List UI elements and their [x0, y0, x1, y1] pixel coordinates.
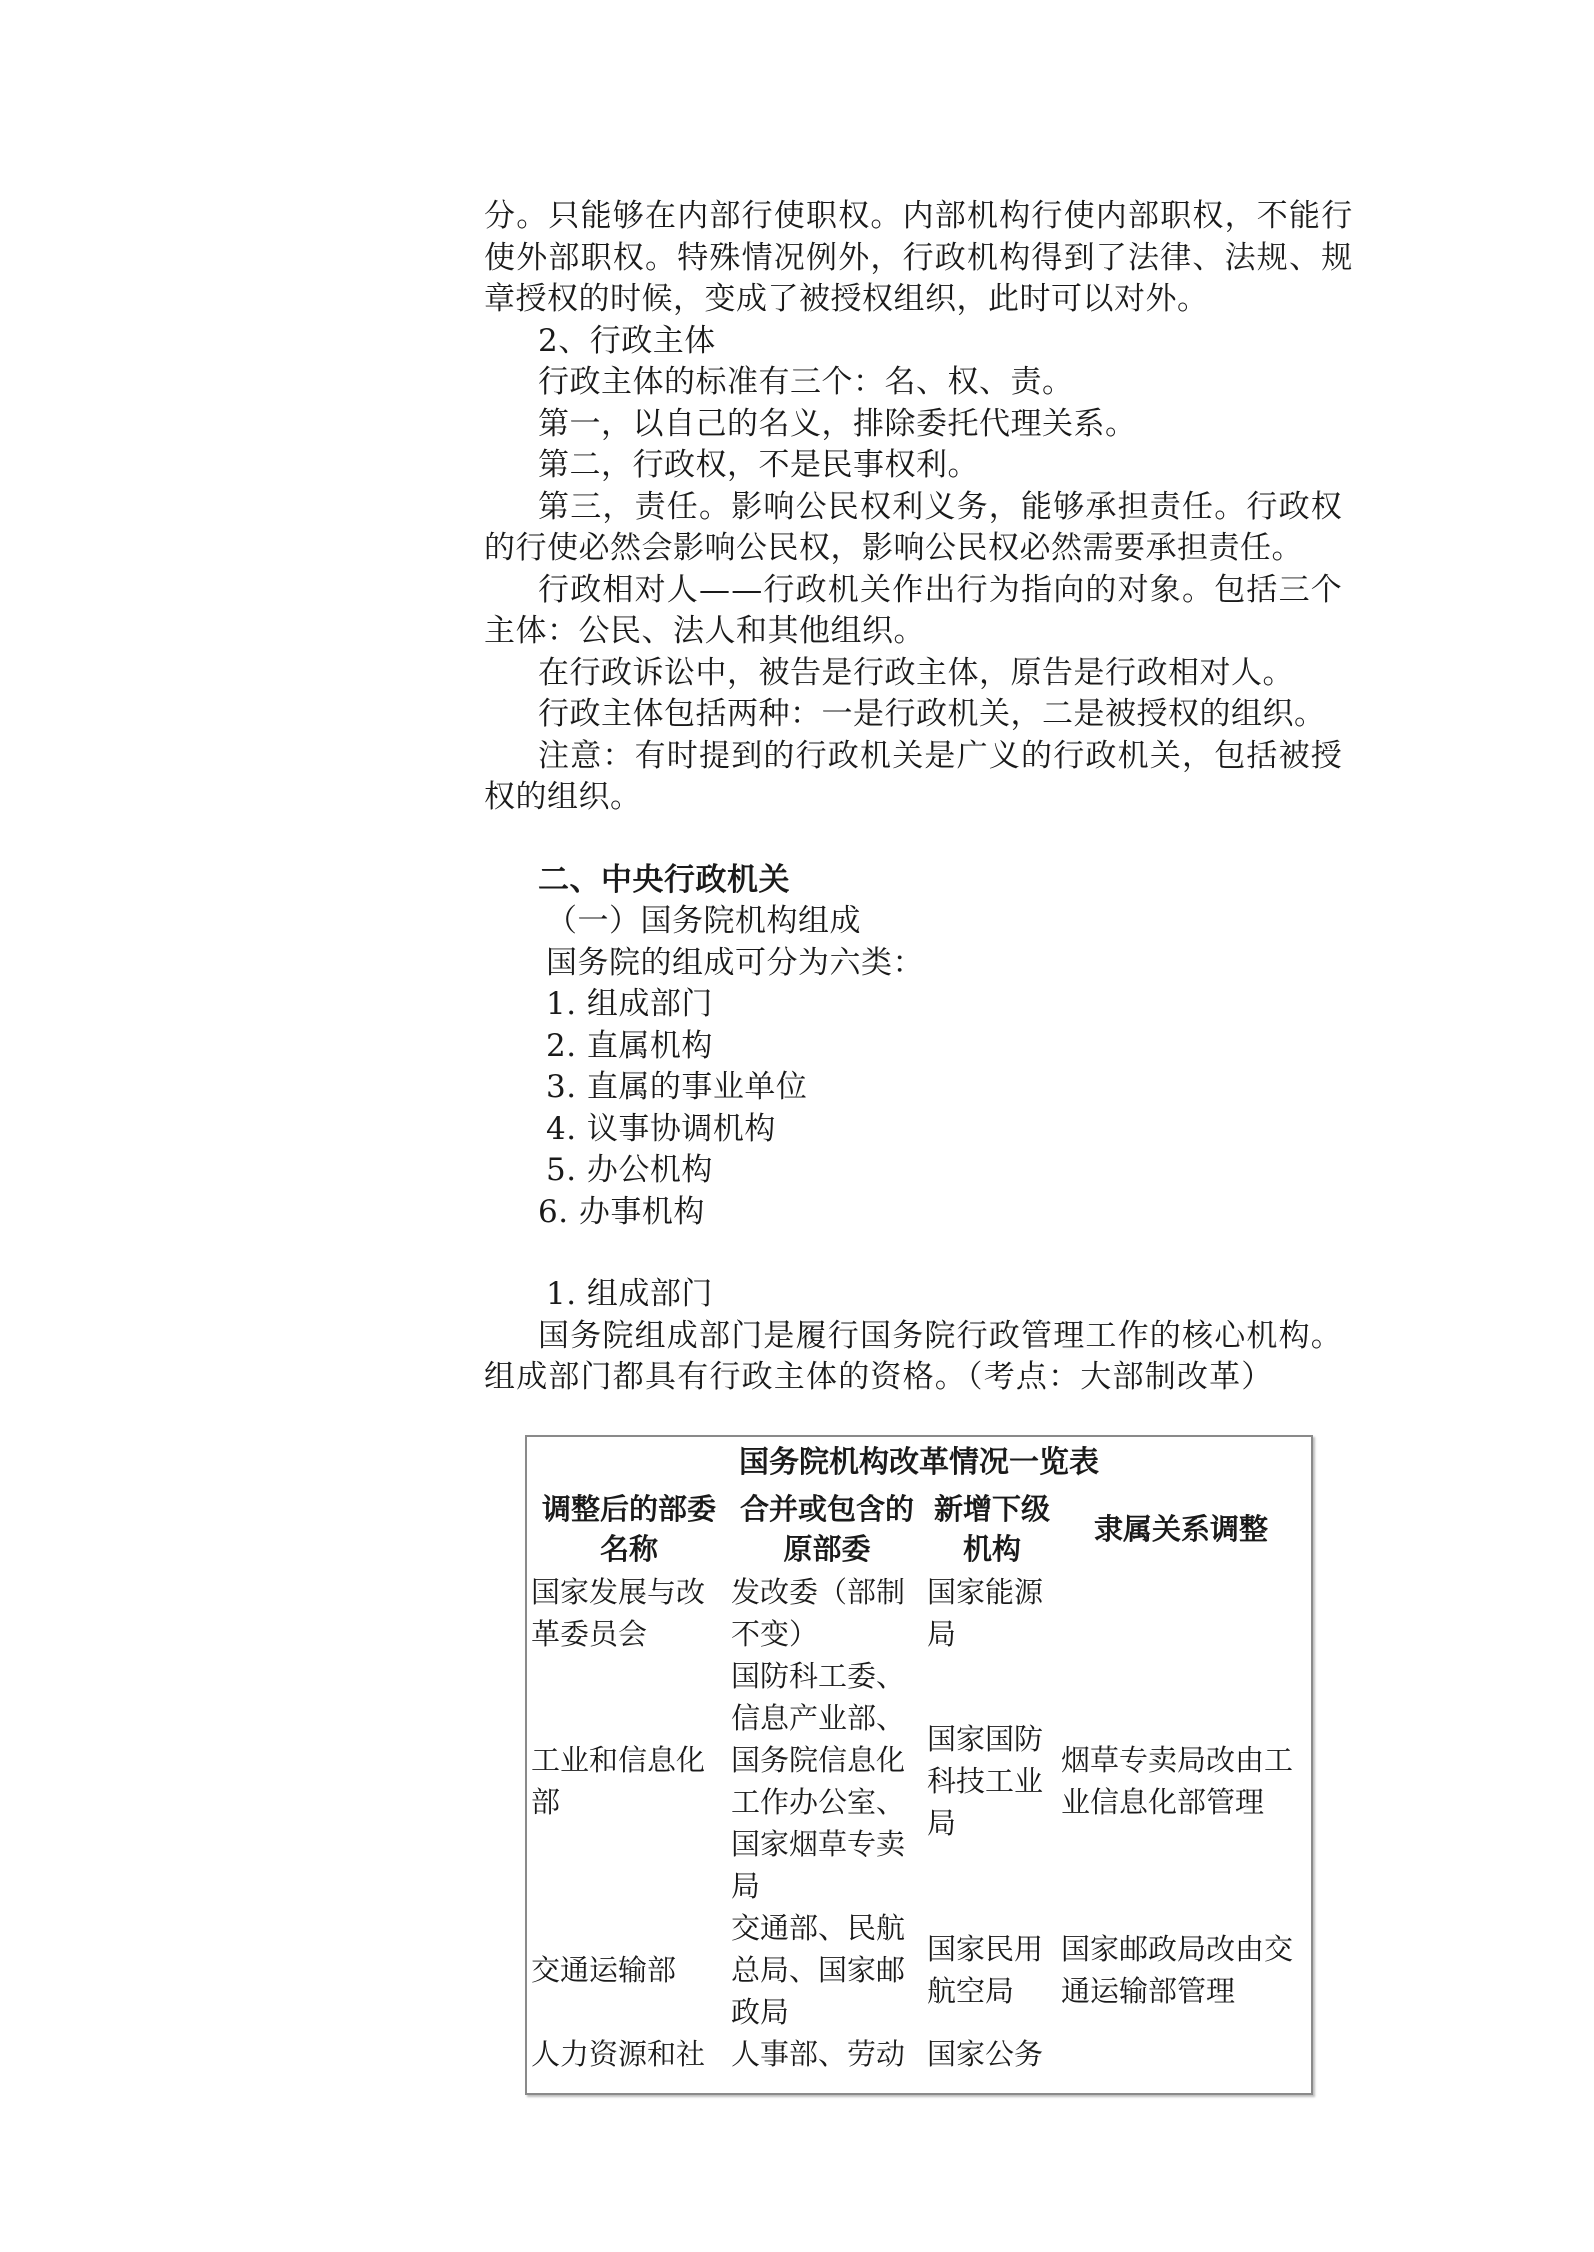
paragraph-line: 主体：公民、法人和其他组织。 [484, 613, 925, 649]
table-cell: 交通运输部 [531, 1953, 677, 1987]
table-row [529, 2033, 1303, 2075]
paragraph-line: 的行使必然会影响公民权，影响公民权必然需要承担责任。 [484, 530, 1303, 566]
header-cell: 隶属关系调整 [1093, 1512, 1268, 1546]
table-cell: 国家能源局 [927, 1575, 1044, 1651]
header-cell: 新增下级机构 [933, 1492, 1050, 1566]
paragraph-line: 使外部职权。特殊情况例外，行政机构得到了法律、法规、规 [484, 239, 1354, 276]
header-cell: 合并或包含的原部委 [739, 1492, 914, 1566]
table-cell: 发改委（部制不变） [731, 1575, 906, 1651]
table-cell: 人力资源和社 [531, 2037, 706, 2071]
table-row [529, 1571, 1303, 1655]
paragraph-line: 第一，以自己的名义，排除委托代理关系。 [538, 405, 1137, 442]
section-heading: 二、中央行政机关 [538, 861, 790, 898]
list-item: 5. 办公机构 [546, 1152, 713, 1188]
subsection-title: （一）国务院机构组成 [546, 903, 861, 939]
table-cell: 国家发展与改革委员会 [531, 1575, 706, 1651]
paragraph-line: 第二，行政权，不是民事权利。 [538, 447, 979, 483]
table-cell: 国家民用航空局 [927, 1932, 1044, 2008]
paragraph-line: 分。只能够在内部行使职权。内部机构行使内部职权，不能行 [484, 198, 1354, 234]
table-cell: 国家公务 [927, 2037, 1044, 2071]
paragraph-line: 章授权的时候，变成了被授权组织，此时可以对外。 [484, 281, 1209, 317]
table-cell: 人事部、劳动 [731, 2037, 906, 2071]
table-title: 国务院机构改革情况一览表 [739, 1445, 1099, 1480]
paragraph-line: 组成部门都具有行政主体的资格。（考点：大部制改革） [484, 1359, 1274, 1395]
paragraph-line: 行政主体的标准有三个：名、权、责。 [538, 364, 1074, 400]
table-row [529, 1655, 1303, 1907]
paragraph-line: 注意：有时提到的行政机关是广义的行政机关，包括被授 [538, 737, 1343, 774]
paragraph-line: 国务院的组成可分为六类： [546, 944, 924, 981]
table-cell: 工业和信息化部 [531, 1743, 706, 1819]
list-item: 6. 办事机构 [538, 1193, 705, 1230]
paragraph-line: 行政主体包括两种：一是行政机关，二是被授权的组织。 [538, 696, 1326, 732]
reform-table-frame [525, 1435, 1313, 2095]
reform-table [529, 1487, 1303, 2075]
table-cell: 国防科工委、信息产业部、国务院信息化工作办公室、国家烟草专卖局 [731, 1659, 906, 1903]
paragraph-line: 行政相对人——行政机关作出行为指向的对象。包括三个 [538, 571, 1343, 608]
subsection-title: 1. 组成部门 [546, 1276, 713, 1312]
table-cell: 交通部、民航总局、国家邮政局 [731, 1911, 906, 2029]
header-cell: 调整后的部委名称 [541, 1492, 716, 1566]
list-item: 1. 组成部门 [546, 986, 713, 1022]
list-item: 4. 议事协调机构 [546, 1110, 776, 1147]
paragraph-line: 第三，责任。影响公民权利义务，能够承担责任。行政权 [538, 488, 1343, 525]
body-text [484, 196, 1354, 1399]
paragraph-line: 国务院组成部门是履行国务院行政管理工作的核心机构。 [538, 1317, 1343, 1354]
table-header-row [529, 1487, 1303, 1571]
table-cell: 国家邮政局改由交通运输部管理 [1061, 1932, 1294, 2008]
table-cell [1059, 2033, 1303, 2075]
table-cell: 国家国防科技工业局 [927, 1722, 1044, 1840]
subsection-title: 2、行政主体 [538, 322, 716, 359]
table-row [529, 1907, 1303, 2033]
paragraph-line: 在行政诉讼中，被告是行政主体，原告是行政相对人。 [538, 654, 1294, 691]
table-cell: 烟草专卖局改由工业信息化部管理 [1061, 1743, 1294, 1819]
table-cell [1059, 1571, 1303, 1655]
paragraph-line: 权的组织。 [484, 779, 642, 815]
list-item: 2. 直属机构 [546, 1027, 713, 1064]
list-item: 3. 直属的事业单位 [546, 1069, 808, 1105]
